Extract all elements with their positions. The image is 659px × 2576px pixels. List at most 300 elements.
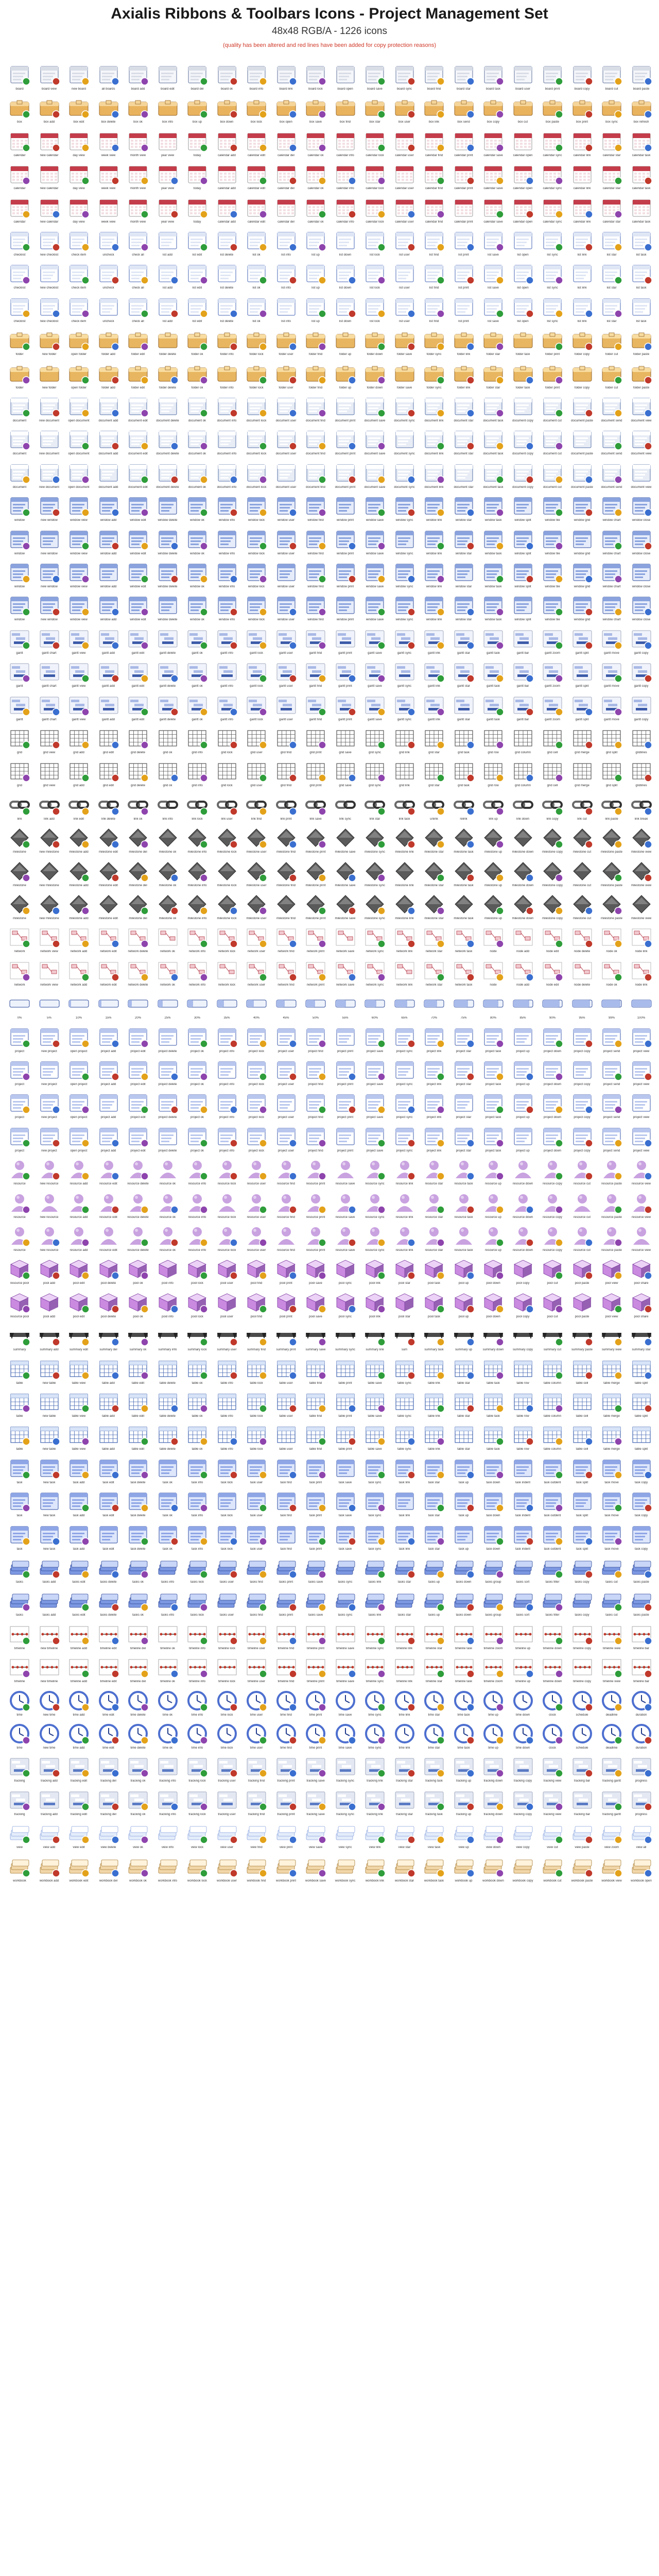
icon-cell xyxy=(510,1655,536,1687)
book-icon xyxy=(541,1855,564,1878)
icon-caption: deadline xyxy=(605,1713,618,1717)
task-icon xyxy=(630,1456,653,1480)
icon-cell xyxy=(302,793,329,825)
document-icon xyxy=(570,461,594,485)
icon-cell xyxy=(214,1257,240,1289)
calendar-icon xyxy=(511,196,535,219)
icon-caption: check item xyxy=(71,286,86,290)
icon-cell xyxy=(510,1224,536,1256)
gantt-icon xyxy=(600,693,623,717)
document-icon xyxy=(126,461,150,485)
box3d-icon xyxy=(274,1257,298,1281)
icon-cell xyxy=(332,1755,359,1787)
icon-cell xyxy=(36,561,63,592)
icon-cell xyxy=(421,826,447,858)
icon-cell xyxy=(569,594,596,625)
icon-cell xyxy=(243,1589,270,1621)
icon-cell xyxy=(154,1788,181,1820)
network-icon xyxy=(245,959,268,982)
icon-cell xyxy=(421,1855,447,1887)
icon-caption: network star xyxy=(425,950,443,954)
clock-icon xyxy=(245,1722,268,1745)
icon-caption: milestone save xyxy=(335,851,356,854)
icon-caption: grid ok xyxy=(163,751,172,754)
icon-caption: summary add xyxy=(40,1348,59,1352)
icon-cell xyxy=(6,1091,33,1123)
network-icon xyxy=(185,925,209,949)
icon-caption: window chart xyxy=(602,552,621,555)
icon-cell xyxy=(510,162,536,194)
gantt-icon xyxy=(156,693,180,717)
icon-caption: new timeline xyxy=(40,1647,58,1650)
timeline-icon xyxy=(185,1655,209,1679)
icon-cell xyxy=(154,196,181,228)
icon-cell xyxy=(273,229,300,261)
box3d-icon xyxy=(8,1291,31,1314)
stack-icon xyxy=(97,1589,120,1613)
icon-cell xyxy=(539,693,566,725)
icon-cell xyxy=(569,1489,596,1521)
icon-caption: task add xyxy=(73,1547,85,1551)
folder-icon xyxy=(185,328,209,352)
document-icon xyxy=(67,461,91,485)
icon-caption: gantt copy xyxy=(634,718,649,721)
icon-caption: window xyxy=(14,552,25,555)
window-icon xyxy=(38,528,61,551)
diamond-icon xyxy=(156,892,180,916)
calendar-icon xyxy=(363,196,387,219)
timeline-icon xyxy=(215,1655,239,1679)
icon-cell xyxy=(125,1224,151,1256)
table-icon xyxy=(334,1423,357,1447)
icon-cell xyxy=(421,1788,447,1820)
timeline-icon xyxy=(274,1622,298,1646)
icon-cell xyxy=(598,1058,625,1090)
table-icon xyxy=(363,1357,387,1381)
icon-cell xyxy=(214,1324,240,1355)
icon-caption: calendar open xyxy=(513,187,533,191)
icon-caption: network xyxy=(14,983,25,987)
icon-caption: workbook sync xyxy=(335,1879,356,1883)
window-icon xyxy=(630,561,653,584)
icon-cell xyxy=(125,162,151,194)
icon-cell xyxy=(273,461,300,493)
icon-cell xyxy=(332,1191,359,1223)
calendar-icon xyxy=(570,129,594,153)
icon-caption: tasks edit xyxy=(72,1581,85,1584)
resource-icon xyxy=(8,1191,31,1215)
network-icon xyxy=(630,959,653,982)
icon-cell xyxy=(273,726,300,758)
icon-caption: table row xyxy=(516,1381,529,1385)
checklist-icon xyxy=(185,229,209,252)
project-icon xyxy=(541,1125,564,1148)
icon-cell xyxy=(569,1357,596,1389)
icon-caption: box cut xyxy=(517,121,528,124)
gantt-icon xyxy=(422,693,446,717)
task-icon xyxy=(97,1523,120,1547)
box3d-icon xyxy=(600,1257,623,1281)
icon-caption: new timeline xyxy=(40,1680,58,1684)
resource-icon xyxy=(126,1224,150,1248)
icon-caption: link print xyxy=(280,817,292,821)
icon-cell xyxy=(361,262,388,294)
icon-caption: grid lock xyxy=(221,784,233,788)
box3d-icon xyxy=(97,1291,120,1314)
icon-cell xyxy=(569,461,596,493)
resource-icon xyxy=(245,1158,268,1181)
icon-cell xyxy=(95,461,122,493)
icon-cell xyxy=(95,826,122,858)
task-icon xyxy=(363,1489,387,1513)
tracking-icon xyxy=(245,1788,268,1812)
document-icon xyxy=(600,428,623,451)
icon-cell xyxy=(184,726,211,758)
icon-caption: milestone lock xyxy=(217,917,237,920)
icon-cell xyxy=(302,660,329,692)
task-icon xyxy=(245,1523,268,1547)
calendar-icon xyxy=(363,129,387,153)
icon-cell xyxy=(361,229,388,261)
icon-cell xyxy=(391,826,418,858)
icon-caption: resource edit xyxy=(99,1215,117,1219)
icon-cell xyxy=(154,494,181,526)
icon-cell xyxy=(480,1158,507,1190)
icon-cell xyxy=(125,892,151,924)
icon-caption: gantt add xyxy=(101,651,115,655)
timeline-icon xyxy=(334,1622,357,1646)
icon-caption: resource star xyxy=(425,1182,443,1186)
icon-cell xyxy=(65,826,92,858)
window-icon xyxy=(630,528,653,551)
icon-cell xyxy=(214,1224,240,1256)
gantt-icon xyxy=(274,660,298,684)
icon-cell xyxy=(154,229,181,261)
resource-icon xyxy=(570,1224,594,1248)
timeline-icon xyxy=(422,1622,446,1646)
resource-icon xyxy=(452,1191,476,1215)
icon-caption: box refresh xyxy=(633,121,649,124)
icon-cell xyxy=(273,1489,300,1521)
network-icon xyxy=(630,925,653,949)
table-icon xyxy=(630,1357,653,1381)
icon-cell xyxy=(450,759,477,791)
grid-icon xyxy=(630,759,653,783)
icon-caption: gantt print xyxy=(338,718,352,721)
folder-icon xyxy=(511,328,535,352)
icon-caption: open document xyxy=(68,452,90,456)
icon-cell xyxy=(569,892,596,924)
clock-icon xyxy=(245,1689,268,1713)
icon-caption: summary view xyxy=(601,1348,622,1352)
stack-icon xyxy=(363,1589,387,1613)
icon-cell xyxy=(332,528,359,560)
icon-cell xyxy=(421,1390,447,1422)
resource-icon xyxy=(393,1158,417,1181)
gantt-icon xyxy=(363,693,387,717)
icon-caption: resource sync xyxy=(365,1248,385,1252)
gantt-icon xyxy=(570,660,594,684)
icon-cell xyxy=(450,693,477,725)
icon-cell xyxy=(421,1489,447,1521)
icon-caption: time sync xyxy=(368,1713,381,1717)
icon-caption: 25% xyxy=(164,1016,171,1020)
icon-cell xyxy=(628,892,655,924)
icon-caption: tasks group xyxy=(485,1614,501,1617)
icon-caption: project xyxy=(14,1149,24,1153)
icon-cell xyxy=(628,63,655,95)
folder-icon xyxy=(97,362,120,385)
icon-caption: summary save xyxy=(305,1348,326,1352)
icon-cell xyxy=(243,362,270,394)
icon-caption: table print xyxy=(338,1414,352,1418)
icon-caption: workbook del xyxy=(99,1879,118,1883)
icon-cell xyxy=(628,1722,655,1754)
timeline-icon xyxy=(570,1622,594,1646)
project-icon xyxy=(393,1058,417,1082)
icon-cell xyxy=(36,461,63,493)
folder-icon xyxy=(600,362,623,385)
icon-caption: window tile xyxy=(545,618,560,622)
icon-cell xyxy=(450,162,477,194)
checklist-icon xyxy=(511,262,535,285)
icon-caption: table find xyxy=(309,1448,322,1451)
icon-caption: grid column xyxy=(514,751,531,754)
icon-cell xyxy=(628,1523,655,1555)
icon-cell xyxy=(6,461,33,493)
icon-caption: milestone print xyxy=(305,917,326,920)
icon-cell xyxy=(214,859,240,891)
icon-caption: task print xyxy=(309,1514,322,1518)
icon-cell xyxy=(361,1257,388,1289)
icon-cell xyxy=(36,295,63,327)
icon-caption: document send xyxy=(601,485,622,489)
icon-cell xyxy=(361,162,388,194)
table-icon xyxy=(570,1357,594,1381)
diamond-icon xyxy=(97,826,120,850)
icon-caption: tracking star xyxy=(396,1780,413,1783)
icon-cell xyxy=(421,96,447,128)
icon-caption: pool task xyxy=(427,1315,440,1318)
icon-caption: pool star xyxy=(398,1315,410,1318)
icon-caption: network add xyxy=(70,950,88,954)
icon-cell xyxy=(569,1191,596,1223)
icon-caption: resource copy xyxy=(543,1182,562,1186)
icon-cell xyxy=(6,1556,33,1588)
icon-caption: timeline info xyxy=(188,1647,205,1650)
icon-cell xyxy=(450,1357,477,1389)
icon-cell xyxy=(36,627,63,659)
task-icon xyxy=(8,1523,31,1547)
icon-caption: new project xyxy=(41,1116,57,1120)
resource-icon xyxy=(274,1158,298,1181)
icon-caption: grid find xyxy=(280,751,292,754)
checklist-icon xyxy=(38,295,61,319)
icon-caption: grid cell xyxy=(547,751,558,754)
gantt-icon xyxy=(156,660,180,684)
icon-cell xyxy=(510,1622,536,1654)
folder-icon xyxy=(511,362,535,385)
icon-cell xyxy=(480,1755,507,1787)
checklist-icon xyxy=(422,295,446,319)
resource-icon xyxy=(334,1224,357,1248)
icon-caption: gantt user xyxy=(279,718,293,721)
stack-icon xyxy=(67,1821,91,1845)
document-icon xyxy=(481,461,505,485)
icon-cell xyxy=(332,1589,359,1621)
summary-icon xyxy=(185,1324,209,1347)
folder-icon xyxy=(215,328,239,352)
icon-caption: project view xyxy=(633,1116,650,1120)
icon-cell xyxy=(273,1689,300,1721)
icon-caption: tracking del xyxy=(100,1812,116,1816)
resource-icon xyxy=(38,1158,61,1181)
icon-cell xyxy=(539,162,566,194)
icon-cell xyxy=(6,395,33,427)
icon-caption: document sync xyxy=(394,485,415,489)
icon-caption: document task xyxy=(483,485,504,489)
icon-caption: table merge xyxy=(603,1381,620,1385)
icon-cell xyxy=(95,1855,122,1887)
icon-caption: calendar info xyxy=(336,220,354,224)
icon-cell xyxy=(569,129,596,161)
icon-caption: milestone edit xyxy=(98,884,118,887)
board-icon xyxy=(600,63,623,87)
icon-cell xyxy=(184,1125,211,1157)
gantt-icon xyxy=(38,627,61,651)
icon-caption: grid sync xyxy=(368,751,381,754)
table-icon xyxy=(67,1423,91,1447)
icon-cell xyxy=(598,362,625,394)
icon-caption: view up xyxy=(458,1846,469,1850)
icon-cell xyxy=(273,1224,300,1256)
icon-caption: pool down xyxy=(486,1282,500,1285)
gantt-icon xyxy=(600,627,623,651)
icon-caption: window view xyxy=(70,585,88,588)
project-icon xyxy=(422,1091,446,1115)
icon-caption: pool delete xyxy=(100,1315,116,1318)
icon-cell xyxy=(539,925,566,957)
icon-caption: gantt bar xyxy=(516,685,529,688)
icon-caption: task outdent xyxy=(544,1547,561,1551)
project-icon xyxy=(245,1125,268,1148)
calendar-icon xyxy=(363,162,387,186)
stack-icon xyxy=(422,1556,446,1580)
project-icon xyxy=(570,1091,594,1115)
icon-cell xyxy=(598,1523,625,1555)
icon-caption: grid user xyxy=(250,784,263,788)
icon-caption: task copy xyxy=(634,1547,648,1551)
icon-caption: network xyxy=(14,950,25,954)
network-icon xyxy=(334,959,357,982)
icon-cell xyxy=(184,1224,211,1256)
project-icon xyxy=(422,1125,446,1148)
icon-caption: new checklist xyxy=(40,319,59,323)
tracking-icon xyxy=(363,1788,387,1812)
icon-caption: timeline info xyxy=(188,1680,205,1684)
document-icon xyxy=(8,461,31,485)
icon-cell xyxy=(450,1622,477,1654)
tracking-icon xyxy=(422,1788,446,1812)
diamond-icon xyxy=(38,892,61,916)
icon-caption: resource delete xyxy=(127,1182,149,1186)
resource-icon xyxy=(452,1158,476,1181)
icon-caption: gantt sync xyxy=(397,718,412,721)
link-icon xyxy=(245,793,268,817)
icon-caption: project down xyxy=(543,1116,562,1120)
table-icon xyxy=(630,1423,653,1447)
icon-cell xyxy=(302,395,329,427)
icon-caption: progress xyxy=(635,1812,648,1816)
icon-cell xyxy=(214,494,240,526)
checklist-icon xyxy=(67,262,91,285)
icon-cell xyxy=(539,528,566,560)
summary-icon xyxy=(422,1324,446,1347)
icon-caption: workbook cut xyxy=(543,1879,562,1883)
icon-cell xyxy=(361,1722,388,1754)
task-icon xyxy=(570,1456,594,1480)
icon-cell xyxy=(391,1523,418,1555)
icon-caption: workbook paste xyxy=(571,1879,593,1883)
icon-cell xyxy=(421,1722,447,1754)
icon-cell xyxy=(539,759,566,791)
icon-caption: summary xyxy=(13,1348,26,1352)
project-icon xyxy=(38,1058,61,1082)
box3d-icon xyxy=(481,1257,505,1281)
window-icon xyxy=(363,494,387,518)
icon-cell xyxy=(273,1855,300,1887)
calendar-icon xyxy=(481,129,505,153)
icon-cell xyxy=(569,1689,596,1721)
icon-caption: resource edit xyxy=(99,1182,117,1186)
icon-cell xyxy=(6,1191,33,1223)
box3d-icon xyxy=(452,1257,476,1281)
icon-caption: tasks cut xyxy=(605,1614,618,1617)
timeline-icon xyxy=(156,1655,180,1679)
folder-icon xyxy=(481,328,505,352)
icon-caption: task link xyxy=(398,1547,410,1551)
calendar-icon xyxy=(600,129,623,153)
icon-caption: pool down xyxy=(486,1315,500,1318)
icon-caption: milestone find xyxy=(276,917,296,920)
window-icon xyxy=(38,561,61,584)
icon-caption: network info xyxy=(188,983,206,987)
icon-caption: folder up xyxy=(339,386,352,389)
task-icon xyxy=(67,1523,91,1547)
icon-caption: day view xyxy=(73,220,85,224)
task-icon xyxy=(215,1489,239,1513)
icon-caption: grid column xyxy=(514,784,531,788)
icon-cell xyxy=(361,395,388,427)
icon-cell xyxy=(154,1191,181,1223)
icon-cell xyxy=(510,1324,536,1355)
icon-caption: timeline edit xyxy=(100,1647,117,1650)
icon-caption: time save xyxy=(338,1713,352,1717)
calendar-icon xyxy=(245,196,268,219)
icon-cell xyxy=(332,959,359,991)
diamond-icon xyxy=(363,859,387,883)
icon-caption: milestone edit xyxy=(98,851,118,854)
icon-cell xyxy=(332,1291,359,1323)
diamond-icon xyxy=(481,892,505,916)
summary-icon xyxy=(600,1324,623,1347)
icon-caption: window save xyxy=(366,519,384,522)
icon-cell xyxy=(302,1125,329,1157)
icon-caption: link edit xyxy=(73,817,84,821)
icon-caption: workbook star xyxy=(394,1879,414,1883)
icon-cell xyxy=(302,1622,329,1654)
gantt-icon xyxy=(67,693,91,717)
